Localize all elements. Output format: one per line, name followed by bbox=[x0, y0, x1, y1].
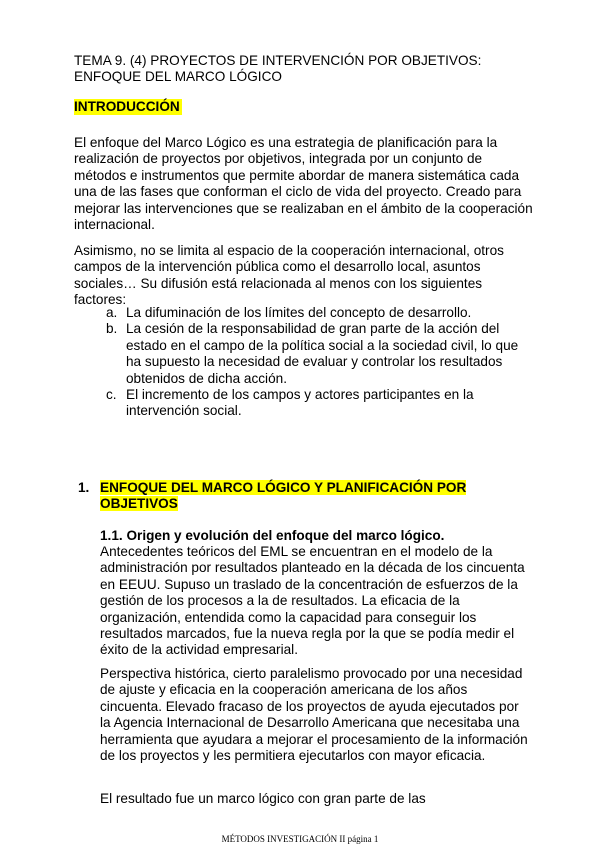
intro-heading: INTRODUCCIÓN bbox=[74, 99, 180, 114]
factors-list bbox=[74, 305, 534, 420]
section-1-heading bbox=[78, 480, 498, 512]
subsection-paragraph-2: Perspectiva histórica, cierto paralelismo provocado por una necesidad de ajuste y eficacia en la cooperación americana de los años cincuenta. Elevado fracaso de los proyectos de ayuda ejecutados por la Agencia Internacional de Desarrollo Americana que necesitaba una herramienta que ayudara a mejorar el procesamiento de la información de los proyectos y les permitiera ejecutarlos con mayor eficacia. bbox=[100, 666, 528, 764]
list-item-text: La difuminación de los límites del concepto de desarrollo. bbox=[126, 305, 472, 320]
list-item-text: El incremento de los campos y actores participantes en la intervención social. bbox=[126, 387, 474, 419]
list-marker: a. bbox=[106, 305, 118, 320]
list-marker: c. bbox=[106, 387, 117, 403]
subsection-paragraph-3: El resultado fue un marco lógico con gran parte de las bbox=[100, 791, 426, 806]
list-marker: b. bbox=[106, 321, 118, 337]
page-footer: MÉTODOS INVESTIGACIÓN II página 1 bbox=[221, 834, 379, 844]
page-title-line-2: ENFOQUE DEL MARCO LÓGICO bbox=[74, 69, 282, 84]
page-title-line-1: TEMA 9. (4) PROYECTOS DE INTERVENCIÓN POR OBJETIVOS: bbox=[74, 53, 482, 68]
subsection-1-1-title: 1.1. Origen y evolución del enfoque del marco lógico. bbox=[100, 528, 445, 543]
section-1-title: ENFOQUE DEL MARCO LÓGICO Y PLANIFICACIÓN POR OBJETIVOS bbox=[100, 480, 467, 511]
list-item-text: La cesión de la responsabilidad de gran parte de la acción del estado en el campo de la política social a la sociedad civil, lo que ha supuesto la necesidad de evaluar y controlar los resultados obtenidos de dicha acción. bbox=[126, 321, 519, 386]
section-1-number: 1. bbox=[78, 480, 90, 495]
subsection-paragraph-1: Antecedentes teóricos del EML se encuentran en el modelo de la administración por resultados planteado en la década de los cincuenta en EEUU. Supuso un traslado de la concentración de esfuerzos de la gestión de los procesos a la de resultados. La eficacia de la organización, entendida como la capacidad para conseguir los resultados marcados, fue la nueva regla por la que se podía medir el éxito de la actividad empresarial. bbox=[100, 544, 525, 658]
page-title bbox=[74, 53, 481, 85]
list-item bbox=[74, 387, 534, 420]
intro-paragraph-2: Asimismo, no se limita al espacio de la cooperación internacional, otros campos de la intervención pública como el desarrollo local, asuntos sociales… Su difusión está relacionada al menos con los siguientes factores: bbox=[74, 243, 504, 308]
list-item bbox=[74, 305, 534, 321]
intro-paragraph-1: El enfoque del Marco Lógico es una estrategia de planificación para la realización de proyectos por objetivos, integrada por un conjunto de métodos e instrumentos que permite abordar de manera sistemática cada una de las fases que conforman el ciclo de vida del proyecto. Creado para mejorar las intervenciones que se realizaban en el ámbito de la cooperación internacional. bbox=[74, 135, 533, 233]
list-item bbox=[74, 321, 534, 387]
